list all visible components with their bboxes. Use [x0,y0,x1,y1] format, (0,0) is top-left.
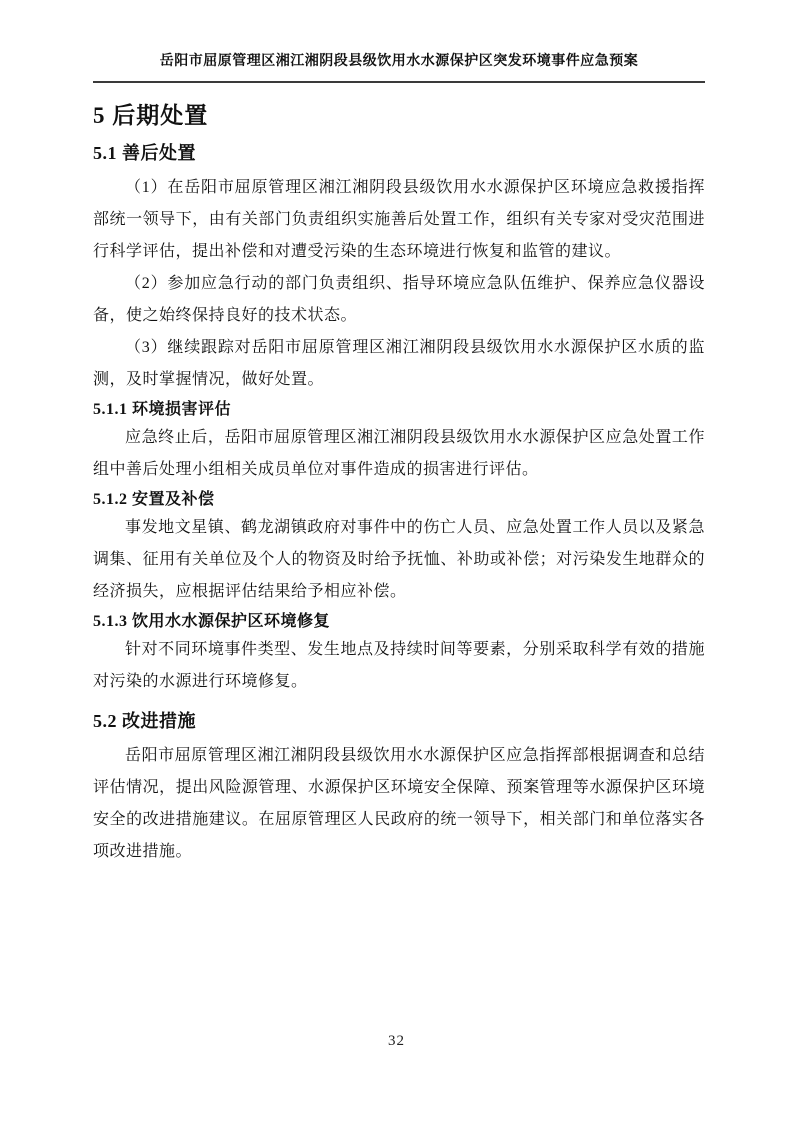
page-number: 32 [388,1033,405,1049]
section-5-1-2-heading: 5.1.2 安置及补偿 [93,491,215,508]
section-5-1-paragraph-3: （3）继续跟踪对岳阳市屈原管理区湘江湘阴段县级饮用水水源保护区水质的监测，及时掌握情况，做好处置。 [93,339,705,388]
document-body [93,96,705,868]
section-5-1-2-paragraph-1: 事发地文星镇、鹤龙湖镇政府对事件中的伤亡人员、应急处置工作人员以及紧急调集、征用有关单位及个人的物资及时给予抚恤、补助或补偿；对污染发生地群众的经济损失，应根据评估结果给予相应补偿。 [93,519,705,600]
section-5-1-3-heading: 5.1.3 饮用水水源保护区环境修复 [93,613,331,630]
page-header-title: 岳阳市屈原管理区湘江湘阴段县级饮用水水源保护区突发环境事件应急预案 [159,54,639,69]
header-divider [93,81,705,83]
section-5-1-paragraph-1: （1）在岳阳市屈原管理区湘江湘阴段县级饮用水水源保护区环境应急救援指挥部统一领导下，由有关部门负责组织实施善后处置工作，组织有关专家对受灾范围进行科学评估，提出补偿和对遭受污染的生态环境进行恢复和监管的建议。 [93,179,705,260]
section-5-1-3-paragraph-1: 针对不同环境事件类型、发生地点及持续时间等要素，分别采取科学有效的措施对污染的水源进行环境修复。 [93,641,705,690]
chapter-5-title: 5 后期处置 [93,103,209,128]
section-5-1-paragraph-2: （2）参加应急行动的部门负责组织、指导环境应急队伍维护、保养应急仪器设备，使之始终保持良好的技术状态。 [93,275,705,324]
section-5-2-paragraph-1: 岳阳市屈原管理区湘江湘阴段县级饮用水水源保护区应急指挥部根据调查和总结评估情况，提出风险源管理、水源保护区环境安全保障、预案管理等水源保护区环境安全的改进措施建议。在屈原管理区人民政府的统一领导下，相关部门和单位落实各项改进措施。 [93,747,705,860]
page-footer [0,1032,793,1050]
section-5-1-1-paragraph-1: 应急终止后，岳阳市屈原管理区湘江湘阴段县级饮用水水源保护区应急处置工作组中善后处理小组相关成员单位对事件造成的损害进行评估。 [93,429,705,478]
page-header [93,50,705,83]
section-5-1-heading: 5.1 善后处置 [93,143,196,163]
section-5-1-1-heading: 5.1.1 环境损害评估 [93,401,232,418]
section-5-2-heading: 5.2 改进措施 [93,711,196,731]
